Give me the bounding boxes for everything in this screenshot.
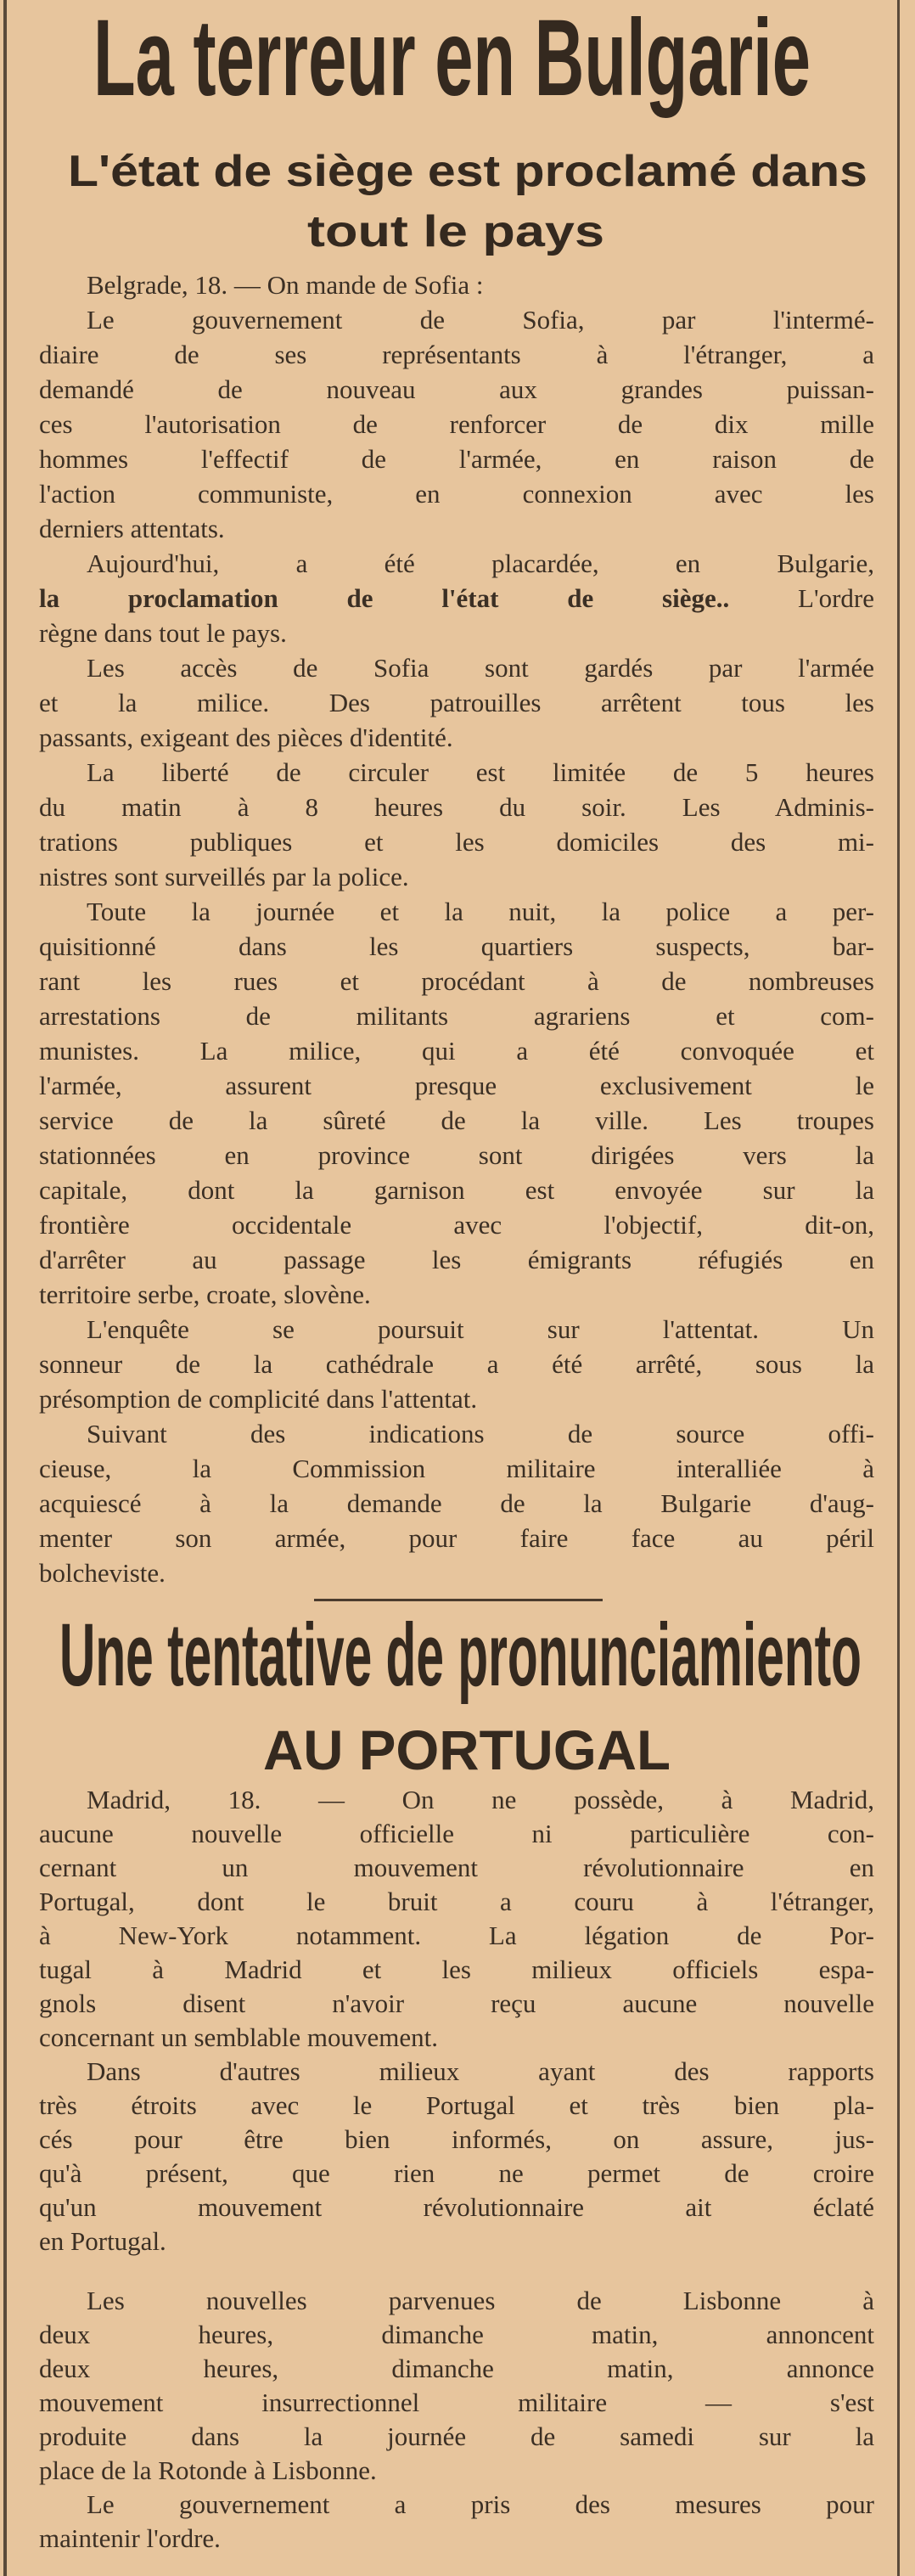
article-line: hommes l'effectif de l'armée, en raison de bbox=[39, 444, 874, 474]
bulgaria-subtitle-line2: tout le pays bbox=[307, 207, 604, 256]
article-line: qu'un mouvement révolutionnaire ait éclaté bbox=[39, 2192, 874, 2222]
article-line: Aujourd'hui, a été placardée, en Bulgarie, bbox=[87, 548, 874, 578]
article-line: à New-York notamment. La légation de Por- bbox=[39, 1921, 874, 1950]
article-line: acquiescé à la demande de la Bulgarie d'aug- bbox=[39, 1488, 874, 1518]
article-line: place de la Rotonde à Lisbonne. bbox=[39, 2455, 377, 2485]
clipping-right-border bbox=[897, 0, 900, 2576]
article-line: quisitionné dans les quartiers suspects, bar- bbox=[39, 931, 874, 961]
article-line: menter son armée, pour faire face au péril bbox=[39, 1523, 874, 1553]
article-line: derniers attentats. bbox=[39, 514, 225, 543]
article-line: diaire de ses représentants à l'étranger, a bbox=[39, 340, 874, 369]
portugal-article-body bbox=[39, 1783, 874, 2556]
article-line: l'armée, assurent presque exclusivement le bbox=[39, 1071, 874, 1100]
article-line: capitale, dont la garnison est envoyée sur la bbox=[39, 1175, 874, 1205]
bulgaria-article-body bbox=[39, 267, 874, 1590]
article-line: en Portugal. bbox=[39, 2226, 166, 2256]
article-line: deux heures, dimanche matin, annonce bbox=[39, 2354, 874, 2383]
article-line: service de la sûreté de la ville. Les troupes bbox=[39, 1105, 874, 1135]
article-line: et la milice. Des patrouilles arrêtent tous les bbox=[39, 688, 874, 717]
article-line: Toute la journée et la nuit, la police a per- bbox=[87, 897, 874, 926]
article-line: nistres sont surveillés par la police. bbox=[39, 862, 409, 891]
article-line: l'action communiste, en connexion avec les bbox=[39, 479, 874, 509]
article-line: La liberté de circuler est limitée de 5 heures bbox=[87, 757, 874, 787]
article-line: règne dans tout le pays. bbox=[39, 618, 287, 648]
article-line: cieuse, la Commission militaire interalliée à bbox=[39, 1454, 874, 1483]
article-line: cernant un mouvement révolutionnaire en bbox=[39, 1853, 874, 1882]
portugal-subheadline bbox=[0, 1715, 915, 1783]
article-line: arrestations de militants agrariens et com- bbox=[39, 1001, 874, 1031]
article-line: Portugal, dont le bruit a couru à l'étranger, bbox=[39, 1887, 874, 1916]
bold-phrase: la proclamation de l'état de siège.. bbox=[39, 583, 730, 613]
article-line: du matin à 8 heures du soir. Les Adminis- bbox=[39, 792, 874, 822]
article-line: trations publiques et les domiciles des mi- bbox=[39, 827, 874, 857]
article-line: Le gouvernement de Sofia, par l'intermé- bbox=[87, 305, 874, 335]
bulgaria-title: La terreur en Bulgarie bbox=[93, 0, 811, 119]
bulgaria-headline bbox=[0, 0, 915, 119]
line-text: L'ordre bbox=[729, 583, 874, 613]
article-line: aucune nouvelle officielle ni particulière con- bbox=[39, 1819, 874, 1848]
portugal-headline bbox=[0, 1605, 915, 1715]
article-line: stationnées en province sont dirigées vers la bbox=[39, 1140, 874, 1170]
article-line: deux heures, dimanche matin, annoncent bbox=[39, 2320, 874, 2349]
article-line: territoire serbe, croate, slovène. bbox=[39, 1280, 371, 1309]
article-line: sonneur de la cathédrale a été arrêté, sous la bbox=[39, 1349, 874, 1379]
article-line: Le gouvernement a pris des mesures pour bbox=[87, 2489, 874, 2519]
article-line: Madrid, 18. — On ne possède, à Madrid, bbox=[87, 1785, 874, 1814]
article-line bbox=[39, 581, 874, 616]
portugal-title: Une tentative de pronunciamiento bbox=[59, 1606, 862, 1705]
article-line: produite dans la journée de samedi sur la bbox=[39, 2421, 874, 2451]
article-line: bolcheviste. bbox=[39, 1558, 166, 1588]
article-line: tugal à Madrid et les milieux officiels espa- bbox=[39, 1954, 874, 1984]
bulgaria-subtitle-line1: L'état de siège est proclamé dans bbox=[68, 147, 867, 196]
bulgaria-subheadline bbox=[0, 136, 915, 263]
portugal-subtitle: AU PORTUGAL bbox=[263, 1718, 671, 1781]
article-line: frontière occidentale avec l'objectif, dit-on, bbox=[39, 1210, 874, 1240]
article-line: rant les rues et procédant à de nombreuses bbox=[39, 966, 874, 996]
article-line: Les accès de Sofia sont gardés par l'armée bbox=[87, 653, 874, 683]
article-line: concernant un semblable mouvement. bbox=[39, 2022, 439, 2052]
article-line: présomption de complicité dans l'attentat. bbox=[39, 1384, 478, 1414]
article-line: Dans d'autres milieux ayant des rapports bbox=[87, 2056, 874, 2086]
article-line: gnols disent n'avoir reçu aucune nouvelle bbox=[39, 1988, 874, 2018]
article-line: Belgrade, 18. — On mande de Sofia : bbox=[87, 270, 484, 300]
article-line: demandé de nouveau aux grandes puissan- bbox=[39, 374, 874, 404]
article-separator bbox=[314, 1599, 603, 1601]
clipping-left-border bbox=[3, 0, 7, 2576]
article-line: maintenir l'ordre. bbox=[39, 2523, 221, 2553]
article-line: cés pour être bien informés, on assure, jus- bbox=[39, 2124, 874, 2154]
article-line: Suivant des indications de source offi- bbox=[87, 1419, 874, 1448]
article-line: qu'à présent, que rien ne permet de croire bbox=[39, 2158, 874, 2188]
article-line: Les nouvelles parvenues de Lisbonne à bbox=[87, 2286, 874, 2315]
article-line: très étroits avec le Portugal et très bien pla- bbox=[39, 2090, 874, 2120]
article-line: d'arrêter au passage les émigrants réfugiés en bbox=[39, 1245, 874, 1274]
article-line: mouvement insurrectionnel militaire — s'est bbox=[39, 2388, 874, 2417]
article-line: ces l'autorisation de renforcer de dix mille bbox=[39, 409, 874, 439]
article-line: L'enquête se poursuit sur l'attentat. Un bbox=[87, 1314, 874, 1344]
article-line: munistes. La milice, qui a été convoquée et bbox=[39, 1036, 874, 1066]
article-line: passants, exigeant des pièces d'identité. bbox=[39, 723, 453, 752]
